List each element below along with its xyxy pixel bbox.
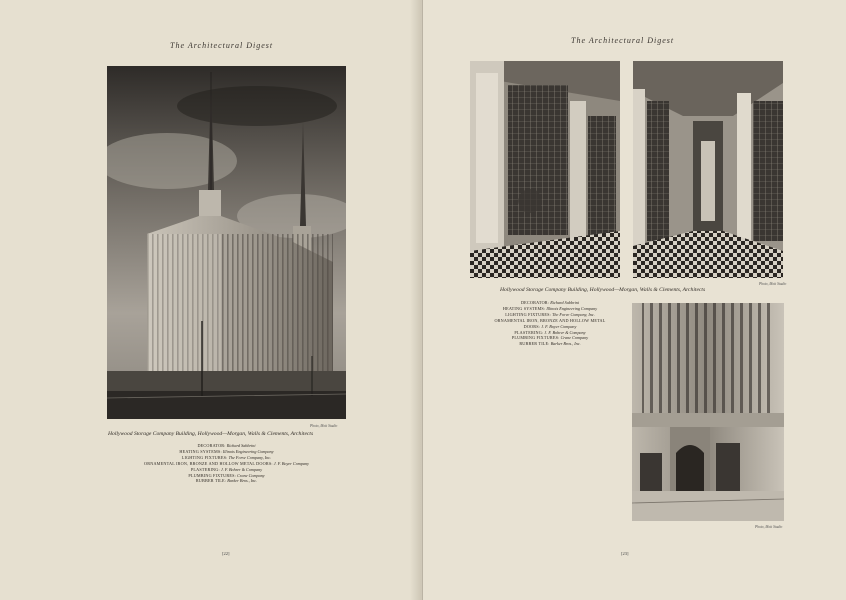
credit-line: LIGHTING FIXTURES: The Forve Company, Inc. [181, 454, 272, 460]
credit-line: PLUMBING FIXTURES: Crane Company [511, 335, 589, 341]
top-photo-credit: Photo, Mott Studio [759, 282, 787, 286]
credit-line: DOORS: J. F. Boyer Company [523, 323, 577, 329]
left-page [0, 0, 421, 600]
credit-line: RUBBER TILE: Barker Bros., Inc. [519, 341, 581, 347]
credit-line: ORNAMENTAL IRON, BRONZE AND HOLLOW METAL [494, 317, 606, 323]
entrance-image [632, 303, 784, 521]
lobby-right-image [633, 61, 783, 278]
right-page [423, 0, 846, 600]
lobby-left-image [470, 61, 620, 278]
credit-line: ORNAMENTAL IRON, BRONZE AND HOLLOW METAL DOORS: J. F. Boyer Company [144, 460, 309, 466]
building-exterior-image [107, 66, 346, 419]
credit-line: PLASTERING: J. F. Bohrer & Company [514, 329, 586, 335]
credit-line: HEATING SYSTEMS: Illinois Engineering Company [179, 448, 274, 454]
credits-list [107, 443, 346, 484]
photo-caption: Hollywood Storage Company Building, Hollywood—Morgan, Walls & Clements, Architects [500, 287, 706, 293]
photo-credit: Photo, Mott Studio [310, 424, 338, 428]
credit-line: LIGHTING FIXTURES: The Forve Company, Inc. [505, 311, 595, 317]
credit-line: DECORATOR: Richard Sabbrini [520, 300, 580, 305]
page-number: [23] [621, 551, 629, 556]
credit-line: RUBBER TILE: Barker Bros., Inc. [195, 478, 258, 484]
page-number: [22] [222, 551, 230, 556]
lobby-photo-left [470, 61, 620, 278]
lobby-photo-right [633, 61, 783, 278]
credit-line: PLUMBING FIXTURES: Crane Company [188, 472, 265, 478]
running-title: The Architectural Digest [571, 36, 675, 45]
building-exterior-photo [107, 66, 346, 419]
running-title: The Architectural Digest [170, 41, 274, 50]
credits-list [470, 300, 630, 347]
bottom-photo-credit: Photo, Mott Studio [755, 525, 783, 529]
entrance-photo [632, 303, 784, 521]
photo-caption: Hollywood Storage Company Building, Hollywood—Morgan, Walls & Clements, Architects [108, 431, 314, 437]
credit-line: DECORATOR: Richard Sabbrini [197, 443, 256, 448]
credit-line: PLASTERING: J. F. Bohrer & Company [190, 466, 263, 472]
credit-line: HEATING SYSTEMS: Illinois Engineering Company [502, 305, 598, 311]
